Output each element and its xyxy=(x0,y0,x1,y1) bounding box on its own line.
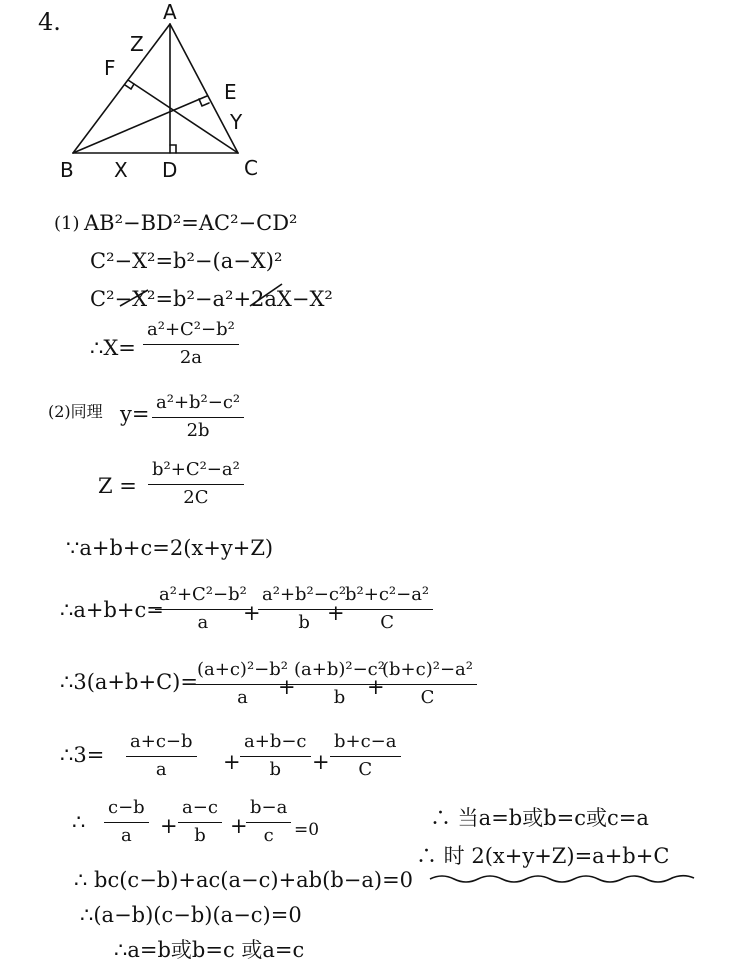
part1-line1: AB²−BD²=AC²−CD² xyxy=(84,211,298,235)
fraction-numerator: a²+C²−b² xyxy=(143,320,239,345)
plus-sign: + xyxy=(367,675,385,699)
part2-y-fraction: $\frac{\text{a²+b²−c²}}{2b}$ xyxy=(152,393,244,441)
step5-fraction-3: $\frac{b-a}{c}$ xyxy=(246,798,291,846)
part1-line3: C²−X²=b²−a²+2aX−X² xyxy=(90,287,333,311)
plus-sign: + xyxy=(243,601,261,625)
plus-sign: + xyxy=(327,601,345,625)
part2-step7: ∴(a−b)(c−b)(a−c)=0 xyxy=(80,903,302,927)
step2-fraction-2: $\frac{\text{a²+b²−c²}}{b}$ xyxy=(258,585,350,633)
part2-step2-lhs: ∴a+b+c= xyxy=(60,598,164,622)
part1-label: (1) xyxy=(54,213,80,234)
plus-sign: + xyxy=(223,750,241,774)
plus-sign: + xyxy=(230,814,248,838)
problem-number: 4. xyxy=(38,8,61,36)
part2-y-lhs: y= xyxy=(120,402,150,426)
segment-z-label: Z xyxy=(130,32,144,56)
vertex-c-label: C xyxy=(244,156,258,180)
part2-step4-lhs: ∴3= xyxy=(60,743,105,767)
step3-fraction-2: $\frac{\text{(a+b)²−c²}}{b}$ xyxy=(290,660,389,708)
step4-fraction-3: $\frac{b+c-a}{C}$ xyxy=(330,732,401,780)
step2-fraction-3: $\frac{\text{b²+c²−a²}}{C}$ xyxy=(341,585,433,633)
part2-step5-rhs: =0 xyxy=(294,820,320,840)
vertex-d-label: D xyxy=(162,158,178,182)
plus-sign: + xyxy=(312,750,330,774)
part2-step1: ∵a+b+c=2(x+y+Z) xyxy=(66,536,274,560)
plus-sign: + xyxy=(160,814,178,838)
part2-step5-lhs: ∴ xyxy=(72,810,86,834)
vertex-b-label: B xyxy=(60,158,74,182)
segment-x-label: X xyxy=(114,158,128,182)
vertex-f-label: F xyxy=(104,56,116,80)
part2-step6: ∴ bc(c−b)+ac(a−c)+ab(b−a)=0 xyxy=(74,868,414,892)
part2-z-fraction: $\frac{\text{b²+C²−a²}}{2C}$ xyxy=(148,460,244,508)
step5-fraction-1: $\frac{c-b}{a}$ xyxy=(104,798,149,846)
fraction-denominator: 2a xyxy=(179,346,203,368)
step3-fraction-3: $\frac{\text{(b+c)²−a²}}{C}$ xyxy=(378,660,477,708)
conclusion-line1: ∴ 当a=b或b=c或c=a xyxy=(430,806,649,830)
step4-fraction-2: $\frac{a+b-c}{b}$ xyxy=(240,732,311,780)
part2-step8: ∴a=b或b=c 或a=c xyxy=(114,938,305,962)
step2-fraction-1: $\frac{\text{a²+C²−b²}}{a}$ xyxy=(155,585,251,633)
segment-y-label: Y xyxy=(230,110,243,134)
conclusion-line2: ∴ 时 2(x+y+Z)=a+b+C xyxy=(416,844,670,868)
vertex-e-label: E xyxy=(224,80,237,104)
part1-line2: C²−X²=b²−(a−X)² xyxy=(90,249,283,273)
part2-label: (2)同理 xyxy=(48,402,103,421)
step4-fraction-1: $\frac{a+c-b}{a}$ xyxy=(126,732,197,780)
plus-sign: + xyxy=(278,675,296,699)
step3-fraction-1: $\frac{\text{(a+c)²−b²}}{a}$ xyxy=(193,660,292,708)
vertex-a-label: A xyxy=(163,0,177,24)
part1-line4-lhs: ∴X= xyxy=(90,336,136,360)
part2-step3-lhs: ∴3(a+b+C)= xyxy=(60,670,198,694)
step5-fraction-2: $\frac{a-c}{b}$ xyxy=(178,798,222,846)
part2-z-lhs: Z = xyxy=(98,474,137,498)
